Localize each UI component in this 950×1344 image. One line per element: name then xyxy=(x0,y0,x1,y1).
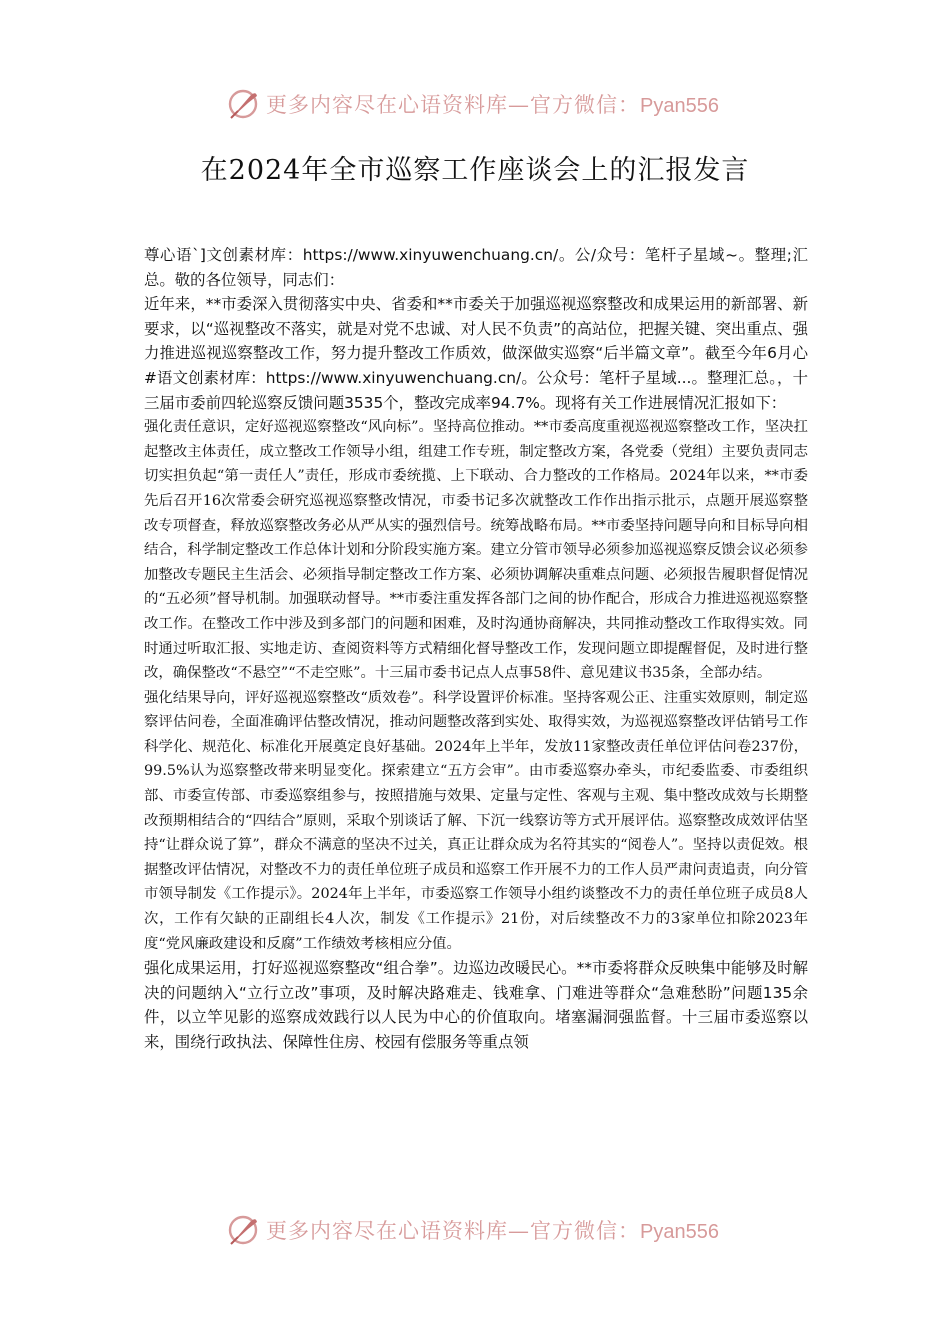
footer-watermark-banner xyxy=(226,1210,726,1250)
banner-slogan: 更多内容尽在心语资料库—官方微信： xyxy=(266,1219,640,1243)
banner-text xyxy=(266,89,719,119)
paragraph-results: 强化结果导向，评好巡视巡察整改“质效卷”。科学设置评价标准。坚持客观公正、注重实效原则，制定巡察评估问卷，全面准确评估整改情况，推动问题整改落到实处、取得实效，为巡视巡察整改评估销号工作科学化、规范化、标准化开展奠定良好基础。2024年上半年，发放11家整改责任单位评估问卷237份，99.5%认为巡察整改带来明显变化。探索建立“五方会审”。由市委巡察办牵头，市纪委监委、市委组织部、市委宣传部、市委巡察组参与，按照措施与效果、定量与定性、客观与主观、集中整改成效与长期整改预期相结合的“四结合”原则，采取个别谈话了解、下沉一线察访等方式开展评估。巡察整改成效评估坚持“让群众说了算”，群众不满意的坚决不过关，真正让群众成为名符其实的“阅卷人”。坚持以责促效。根据整改评估情况，对整改不力的责任单位班子成员和巡察工作开展不力的工作人员严肃问责追责，向分管市领导制发《工作提示》。2024年上半年，市委巡察工作领导小组约谈整改不力的责任单位班子成员8人次，工作有欠缺的正副组长4人次，制发《工作提示》21份，对后续整改不力的3家单位扣除2023年度“党风廉政建设和反腐”工作绩效考核相应分值。 xyxy=(144,689,808,952)
quill-logo-icon xyxy=(226,87,260,121)
paragraph-intro: 近年来，**市委深入贯彻落实中央、省委和**市委关于加强巡视巡察整改和成果运用的新部署、新要求，以“巡视整改不落实，就是对党不忠诚、对人民不负责”的高站位，把握关键、突出重点、强力推进巡视巡察整改工作，努力提升整改工作质效，做深做实巡察“后半篇文章”。截至今年6月心#语文创素材库：https://www.xinyuwenchuang.cn/。公众号：笔杆子星域...。整理汇总。，十三届市委前四轮巡察反馈问题3535个，整改完成率94.7%。现将有关工作进展情况汇报如下： xyxy=(144,295,808,412)
paragraph-greeting: 尊心语`]文创素材库：https://www.xinyuwenchuang.cn/。公/众号：笔杆子星域~。整理;汇总。敬的各位领导，同志们： xyxy=(144,246,808,289)
paragraph-outcomes: 强化成果运用，打好巡视巡察整改“组合拳”。边巡边改暖民心。**市委将群众反映集中能够及时解决的问题纳入“立行立改”事项，及时解决路难走、钱难拿、门难进等群众“急难愁盼”问题135余件，以立竿见影的巡察成效践行以人民为中心的价值取向。堵塞漏洞强监督。十三届市委巡察以来，围绕行政执法、保障性住房、校园有偿服务等重点领 xyxy=(144,959,808,1051)
quill-logo-icon xyxy=(226,1213,260,1247)
document-body xyxy=(144,243,808,1055)
banner-wechat-id: Pyan556 xyxy=(640,1221,719,1243)
banner-text xyxy=(266,1215,719,1245)
banner-wechat-id: Pyan556 xyxy=(640,95,719,117)
banner-slogan: 更多内容尽在心语资料库—官方微信： xyxy=(266,93,640,117)
header-watermark-banner xyxy=(226,84,726,124)
page-title: 在2024年全市巡察工作座谈会上的汇报发言 xyxy=(200,155,750,186)
paragraph-responsibility: 强化责任意识，定好巡视巡察整改“风向标”。坚持高位推动。**市委高度重视巡视巡察整改工作，坚决扛起整改主体责任，成立整改工作领导小组，组建工作专班，制定整改方案，各党委（党组）主要负责同志切实担负起“第一责任人”责任，形成市委统揽、上下联动、合力整改的工作格局。2024年以来，**市委先后召开16次常委会研究巡视巡察整改情况，市委书记多次就整改工作作出指示批示，点题开展巡察整改专项督查，释放巡察整改务必从严从实的强烈信号。统筹战略布局。**市委坚持问题导向和目标导向相结合，科学制定整改工作总体计划和分阶段实施方案。建立分管市领导必须参加巡视巡察反馈会议必须参加整改专题民主生活会、必须指导制定整改工作方案、必须协调解决重难点问题、必须报告履职督促情况的“五必须”督导机制。加强联动督导。**市委注重发挥各部门之间的协作配合，形成合力推进巡视巡察整改工作。在整改工作中涉及到多部门的问题和困难，及时沟通协商解决，共同推动整改工作取得实效。同时通过听取汇报、实地走访、查阅资料等方式精细化督导整改工作，发现问题立即提醒督促，及时进行整改，确保整改“不悬空”“不走空账”。十三届市委书记点人点事58件、意见建议书35条，全部办结。 xyxy=(144,419,808,682)
